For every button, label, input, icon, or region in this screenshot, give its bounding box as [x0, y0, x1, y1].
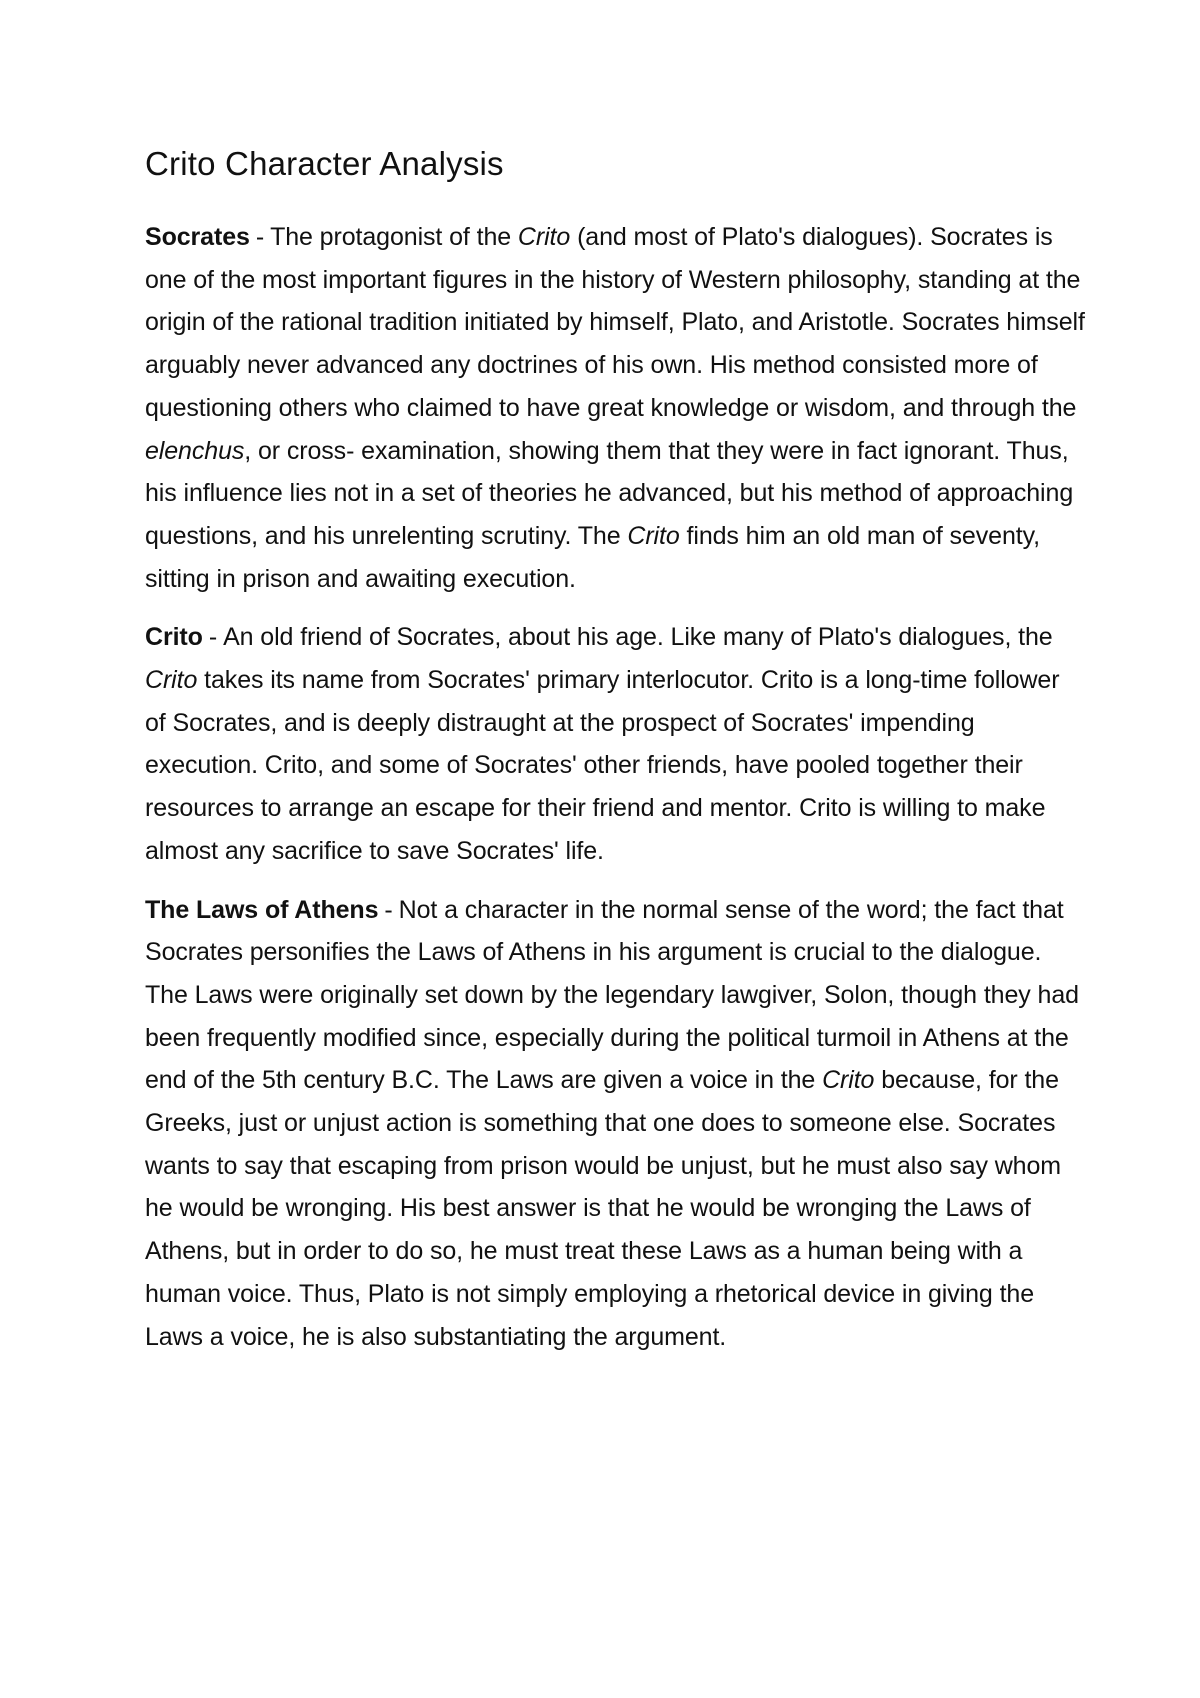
- description-text: because, for the Greeks, just or unjust action is something that one does to someone else. Socrates wants to say that escaping from prison would be unjust, but he must also say whom he would be wronging. His best answer is that he would be wronging the Laws of Athens, but in order to do so, he must treat these Laws as a human being with a human voice. Thus, Plato is not simply employing a rhetorical device in giving the Laws a voice, he is also substantiating the argument.: [145, 1066, 1061, 1351]
- entry-separator: -: [208, 623, 218, 652]
- entry-separator: -: [384, 895, 393, 924]
- description-text: finds him an old man of seventy, sitting in prison and awaiting execution.: [145, 521, 1040, 593]
- entry-separator: -: [255, 223, 265, 251]
- italic-title-text: elenchus: [145, 436, 245, 465]
- italic-title-text: Crito: [627, 521, 680, 550]
- character-name: Crito: [145, 623, 203, 652]
- description-text: takes its name from Socrates' primary interlocutor. Crito is a long-time follower of Socrates, and is deeply distraught at the prospect of Socrates' impending execution. Crito, and some of Socrates' other friends, have pooled together their resources to arrange an escape for their friend and mentor. Crito is willing to make almost any sacrifice to save Socrates' life.: [145, 666, 1060, 865]
- description-text: An old friend of Socrates, about his age. Like many of Plato's dialogues, the: [223, 623, 1053, 652]
- description-text: (and most of Plato's dialogues). Socrates is one of the most important figures in the history of Western philosophy, standing at the origin of the rational tradition initiated by himself, Plato, and Aristotle. Socrates himself arguably never advanced any doctrines of his own. His method consisted more of questioning others who claimed to have great knowledge or wisdom, and through the: [145, 223, 1085, 422]
- italic-title-text: Crito: [822, 1066, 875, 1095]
- character-entry: [145, 616, 1085, 872]
- document-body: [145, 140, 1085, 1374]
- description-text: Not a character in the normal sense of the word; the fact that Socrates personifies the Laws of Athens in his argument is crucial to the dialogue. The Laws were originally set down by the legendary lawgiver, Solon, though they had been frequently modified since, especially during the political turmoil in Athens at the end of the 5th century B.C. The Laws are given a voice in the: [145, 895, 1079, 1095]
- character-name: Socrates: [145, 223, 250, 251]
- italic-title-text: Crito: [145, 666, 198, 695]
- character-entries: [145, 216, 1085, 1358]
- document-title: Crito Character Analysis: [145, 145, 504, 182]
- description-text: , or cross- examination, showing them that they were in fact ignorant. Thus, his influence lies not in a set of theories he advanced, but his method of approaching questions, and his unrelenting scrutiny. The: [145, 436, 1074, 550]
- description-text: The protagonist of the: [270, 223, 518, 251]
- character-entry: [145, 889, 1085, 1359]
- character-entry: [145, 216, 1085, 600]
- italic-title-text: Crito: [517, 223, 571, 251]
- character-name: The Laws of Athens: [145, 895, 379, 924]
